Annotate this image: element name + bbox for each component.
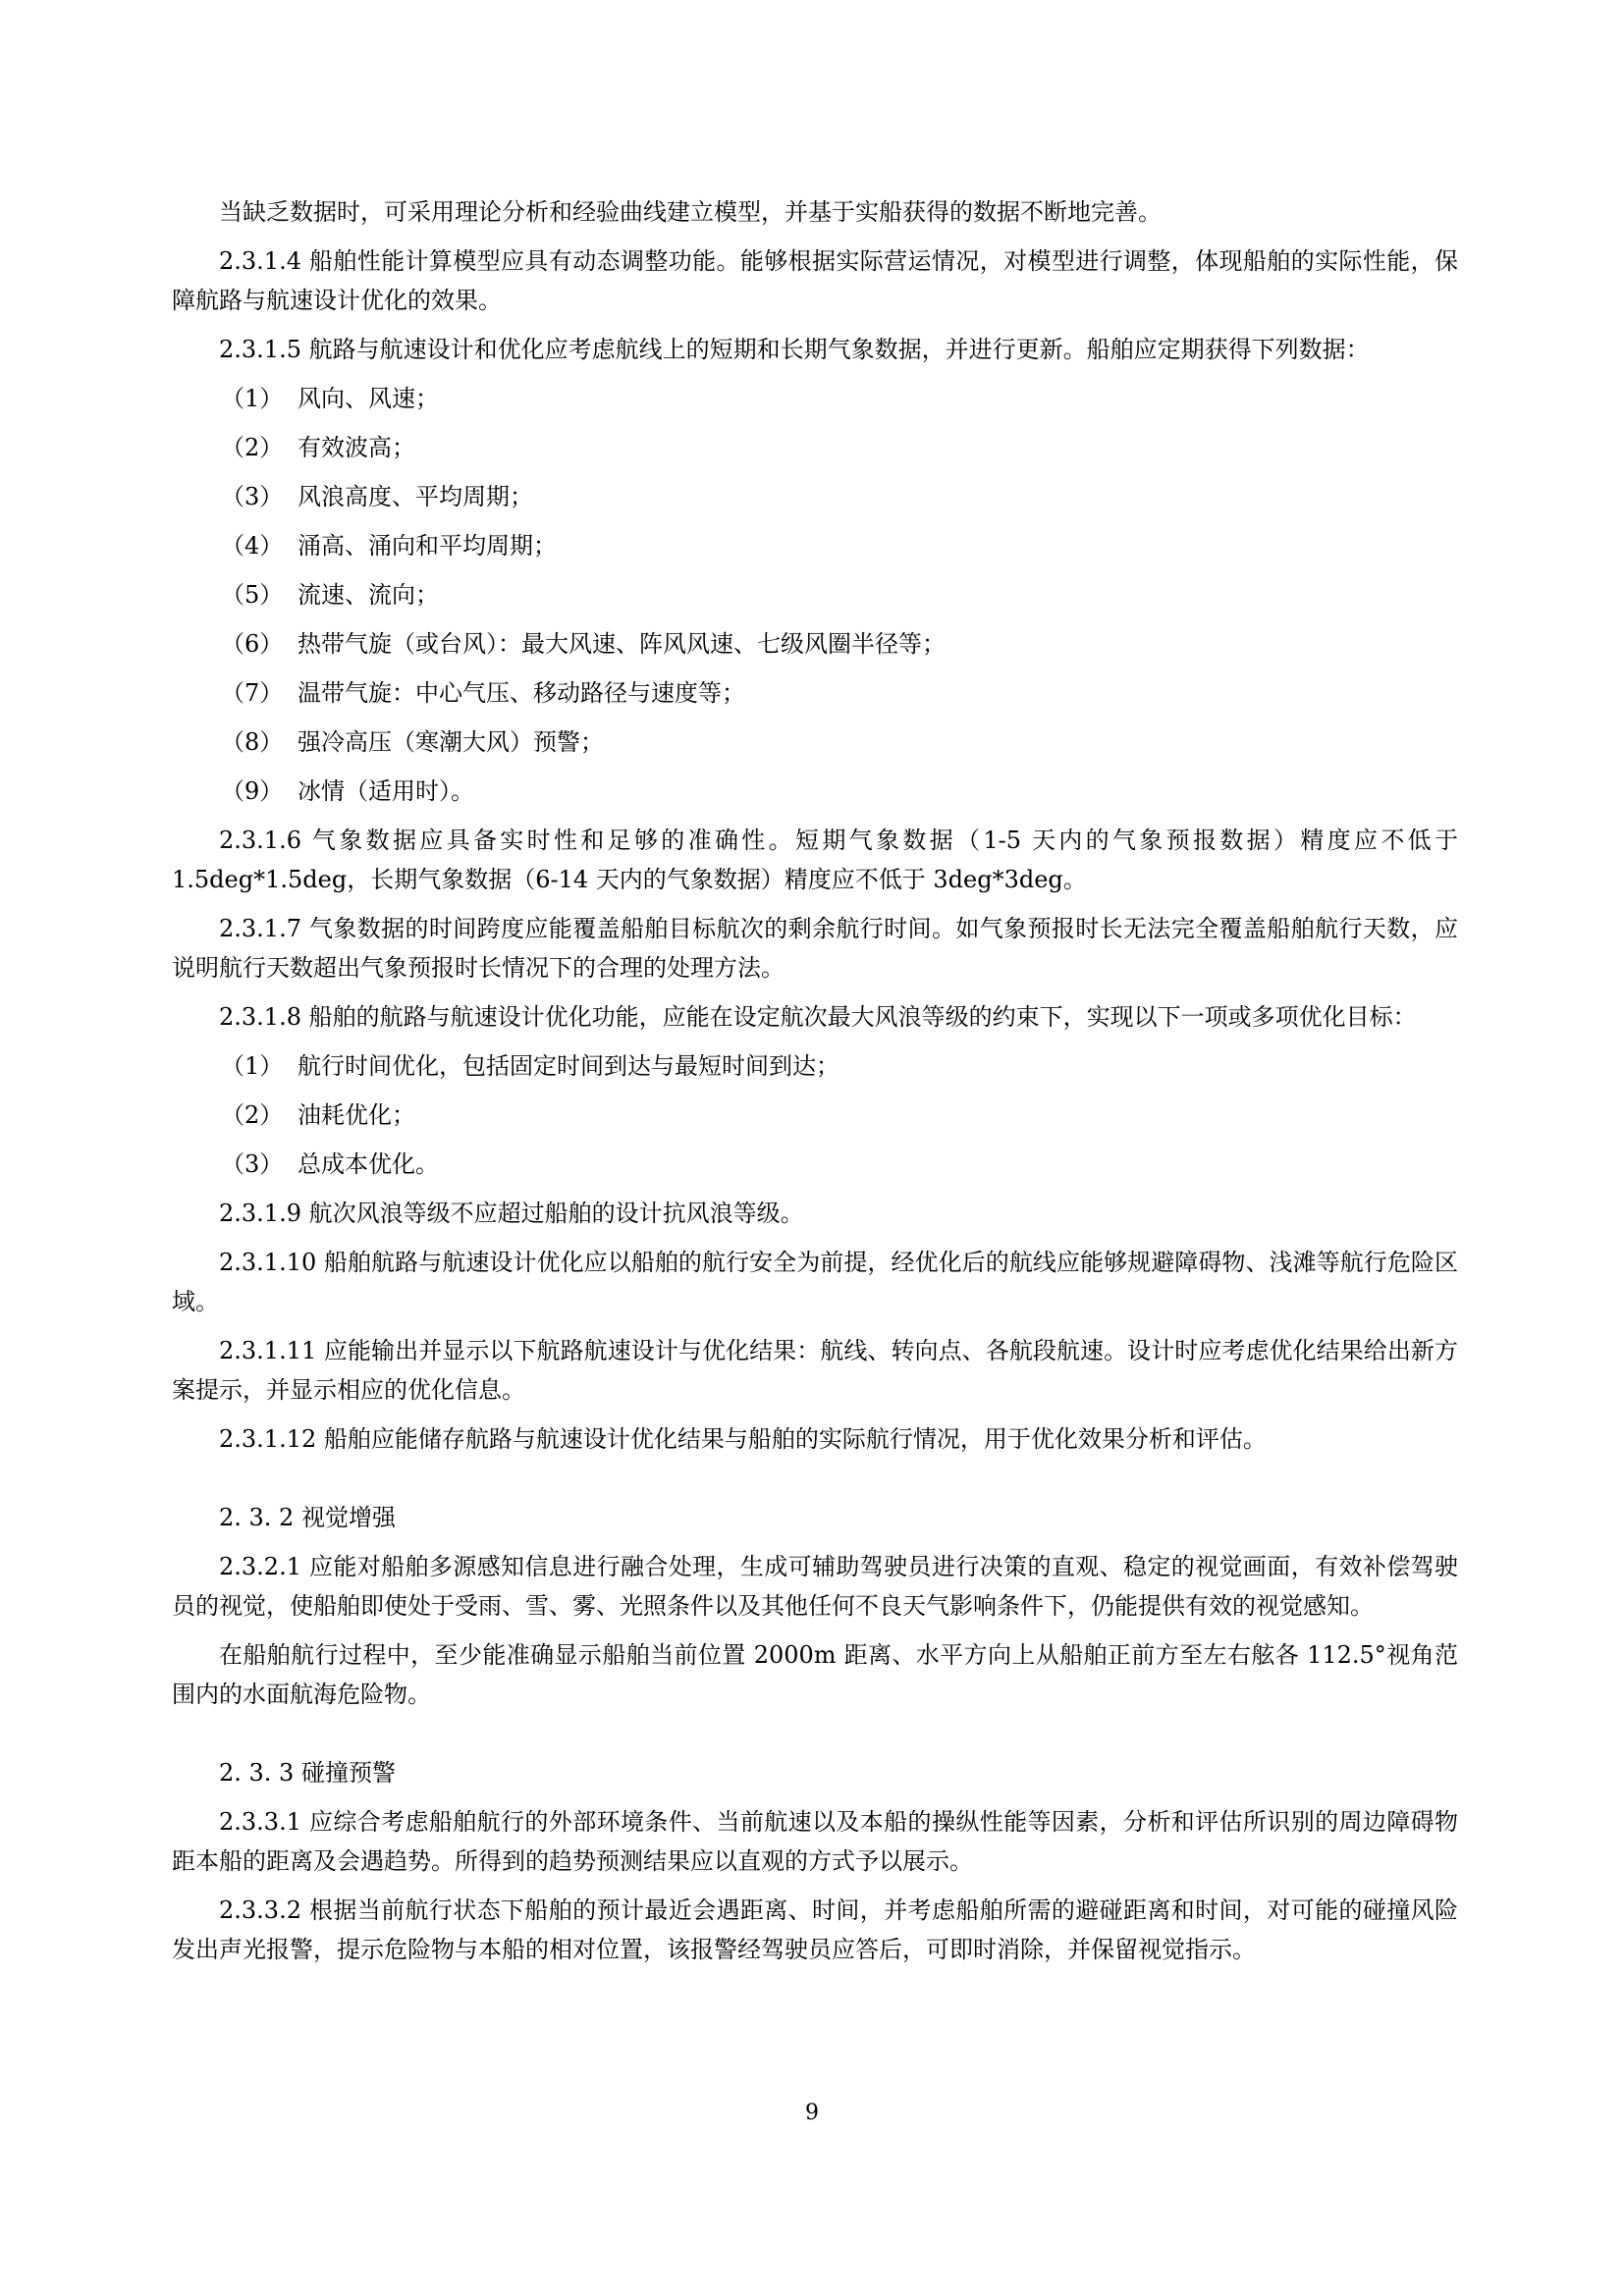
document-body (172, 192, 1458, 1979)
list-item: （7） 温带气旋：中心气压、移动路径与速度等； (221, 679, 745, 707)
page-number: 9 (805, 2101, 819, 2125)
list-item: （5） 流速、流向； (221, 581, 439, 609)
list-item: （2） 有效波高； (221, 434, 415, 461)
list-item: （1） 风向、风速； (221, 385, 439, 412)
list-item: （2） 油耗优化； (221, 1101, 415, 1129)
optimization-goals-list (172, 1046, 1458, 1184)
paragraph-2-3-1-10: 2.3.1.10 船舶航路与航速设计优化应以船舶的航行安全为前提，经优化后的航线应能够规避障碍物、浅滩等航行危险区域。 (172, 1249, 1458, 1315)
list-item: （8） 强冷高压（寒潮大风）预警； (221, 728, 604, 756)
list-item: （3） 风浪高度、平均周期； (221, 483, 533, 510)
paragraph-2-3-1-4: 2.3.1.4 船舶性能计算模型应具有动态调整功能。能够根据实际营运情况，对模型进行调整，体现船舶的实际性能，保障航路与航速设计优化的效果。 (172, 247, 1458, 314)
paragraph-2-3-3-2: 2.3.3.2 根据当前航行状态下船舶的预计最近会遇距离、时间，并考虑船舶所需的避碰距离和时间，对可能的碰撞风险发出声光报警，提示危险物与本船的相对位置，该报警经驾驶员应答后，可即时消除，并保留视觉指示。 (172, 1896, 1458, 1963)
paragraph-visual-range: 在船舶航行过程中，至少能准确显示船舶当前位置 2000m 距离、水平方向上从船舶正前方至左右舷各 112.5°视角范围内的水面航海危险物。 (172, 1641, 1458, 1708)
list-item: （1） 航行时间优化，包括固定时间到达与最短时间到达； (221, 1052, 839, 1080)
section-heading-2-3-2: 2. 3. 2 视觉增强 (219, 1504, 396, 1531)
paragraph-2-3-1-12: 2.3.1.12 船舶应能储存航路与航速设计优化结果与船舶的实际航行情况，用于优化效果分析和评估。 (219, 1425, 1267, 1453)
list-item: （4） 涌高、涌向和平均周期； (221, 532, 557, 560)
paragraph-2-3-1-6: 2.3.1.6 气象数据应具备实时性和足够的准确性。短期气象数据（1-5 天内的气象预报数据）精度应不低于 1.5deg*1.5deg，长期气象数据（6-14 天内的气象数据）精度应不低于 3deg*3deg。 (172, 827, 1458, 893)
paragraph: 当缺乏数据时，可采用理论分析和经验曲线建立模型，并基于实船获得的数据不断地完善。 (219, 198, 1162, 226)
paragraph-2-3-1-5: 2.3.1.5 航路与航速设计和优化应考虑航线上的短期和长期气象数据，并进行更新。船舶应定期获得下列数据： (219, 336, 1370, 363)
paragraph-2-3-1-9: 2.3.1.9 航次风浪等级不应超过船舶的设计抗风浪等级。 (219, 1200, 804, 1227)
list-item: （9） 冰情（适用时）。 (221, 777, 474, 805)
paragraph-2-3-1-11: 2.3.1.11 应能输出并显示以下航路航速设计与优化结果：航线、转向点、各航段航速。设计时应考虑优化结果给出新方案提示，并显示相应的优化信息。 (172, 1337, 1458, 1404)
paragraph-2-3-1-8: 2.3.1.8 船舶的航路与航速设计优化功能，应能在设定航次最大风浪等级的约束下，实现以下一项或多项优化目标： (219, 1003, 1417, 1031)
list-item: （6） 热带气旋（或台风）：最大风速、阵风风速、七级风圈半径等； (221, 630, 946, 658)
paragraph-2-3-1-7: 2.3.1.7 气象数据的时间跨度应能覆盖船舶目标航次的剩余航行时间。如气象预报时长无法完全覆盖船舶航行天数，应说明航行天数超出气象预报时长情况下的合理的处理方法。 (172, 915, 1458, 982)
weather-data-list (172, 379, 1458, 811)
paragraph-2-3-3-1: 2.3.3.1 应综合考虑船舶航行的外部环境条件、当前航速以及本船的操纵性能等因素，分析和评估所识别的周边障碍物距本船的距离及会遇趋势。所得到的趋势预测结果应以直观的方式予以展示。 (172, 1808, 1458, 1875)
paragraph-2-3-2-1: 2.3.2.1 应能对船舶多源感知信息进行融合处理，生成可辅助驾驶员进行决策的直观、稳定的视觉画面，有效补偿驾驶员的视觉，使船舶即使处于受雨、雪、雾、光照条件以及其他任何不良天气影响条件下，仍能提供有效的视觉感知。 (172, 1553, 1458, 1620)
list-item: （3） 总成本优化。 (221, 1150, 439, 1178)
section-heading-2-3-3: 2. 3. 3 碰撞预警 (219, 1759, 396, 1787)
